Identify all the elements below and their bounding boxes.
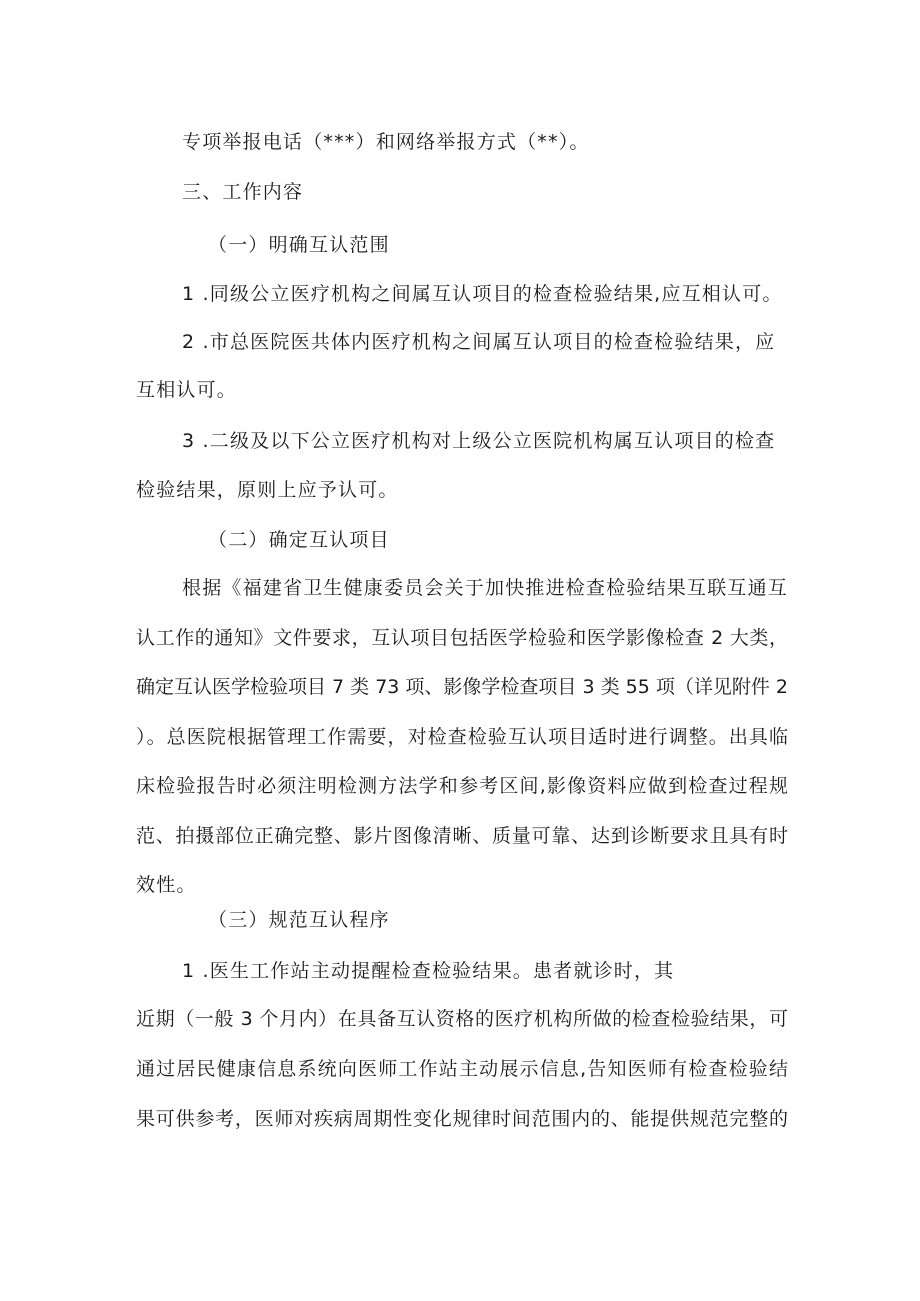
paragraph-line: 果可供参考，医师对疾病周期性变化规律时间范围内的、能提供规范完整的 [136,1108,788,1130]
list-item-1: 1 .同级公立医疗机构之间属互认项目的检查检验结果,应互相认可。 [182,283,783,305]
subsection-heading-scope: （一）明确互认范围 [208,234,390,256]
paragraph-line-reporting: 专项举报电话（***）和网络举报方式（**）。 [182,131,590,153]
subsection-heading-procedure: （三）规范互认程序 [208,909,390,931]
paragraph-line: 床检验报告时必须注明检测方法学和参考区间,影像资料应做到检查过程规 [136,775,788,797]
paragraph-line: ）。总医院根据管理工作需要，对检查检验互认项目适时进行调整。出具临 [136,726,788,748]
list-item-3: 3 .二级及以下公立医疗机构对上级公立医院机构属互认项目的检查 [182,430,776,452]
paragraph-line: 确定互认医学检验项目 7 类 73 项、影像学检查项目 3 类 55 项（详见附件 2 [136,676,788,698]
list-item-2-continuation: 互相认可。 [136,379,238,401]
paragraph-line: 认工作的通知》文件要求，互认项目包括医学检验和医学影像检查 2 大类， [136,627,788,649]
paragraph-line: 近期（一般 3 个月内）在具备互认资格的医疗机构所做的检查检验结果，可 [136,1008,788,1030]
paragraph-line: 根据《福建省卫生健康委员会关于加快推进检查检验结果互联互通互 [182,577,789,599]
list-item-2: 2 .市总医院医共体内医疗机构之间属互认项目的检查检验结果，应 [182,331,776,353]
list-item-procedure-1: 1 .医生工作站主动提醒检查检验结果。患者就诊时，其 [182,960,675,982]
paragraph-line: 效性。 [136,874,197,896]
section-heading-work-content: 三、工作内容 [182,181,304,203]
subsection-heading-items: （二）确定互认项目 [208,529,390,551]
paragraph-line: 范、拍摄部位正确完整、影片图像清晰、质量可靠、达到诊断要求且具有时 [136,825,788,847]
paragraph-line: 通过居民健康信息系统向医师工作站主动展示信息,告知医师有检查检验结 [136,1058,788,1080]
list-item-3-continuation: 检验结果，原则上应予认可。 [136,479,399,501]
